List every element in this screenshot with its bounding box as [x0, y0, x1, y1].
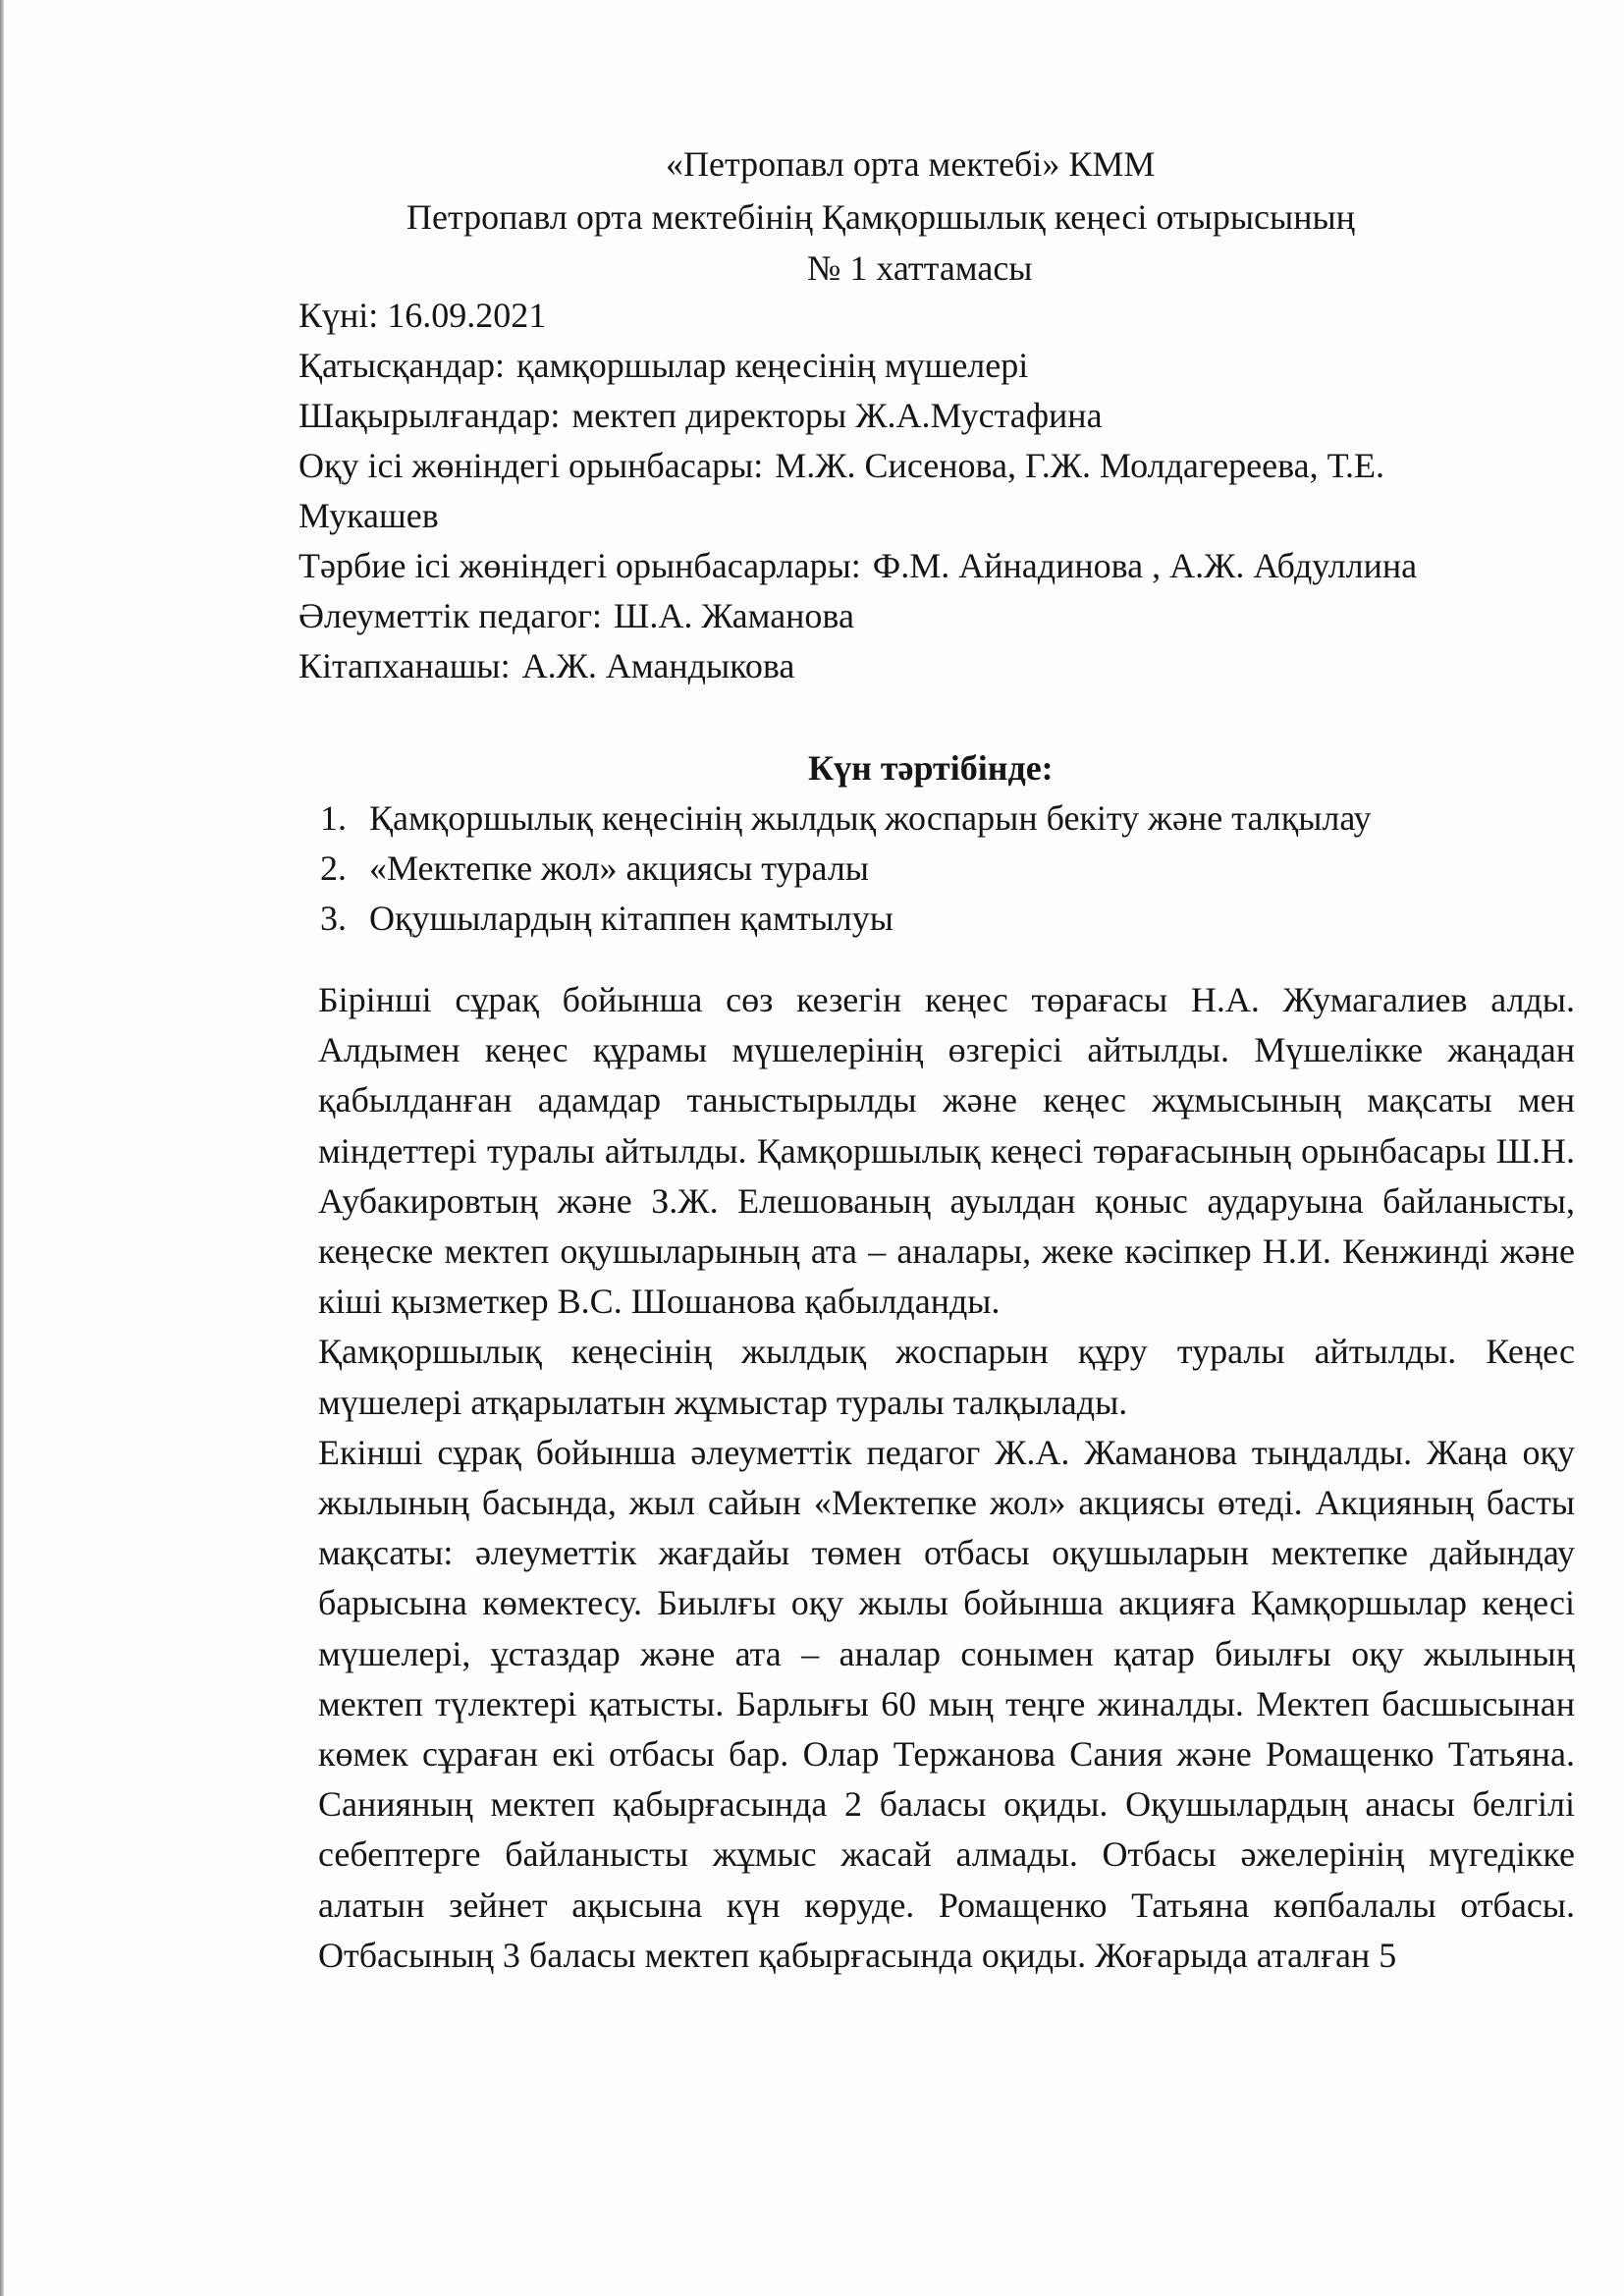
agenda-item-text: «Мектепке жол» акциясы туралы: [369, 848, 869, 888]
deputies-upbringing-value: Ф.М. Айнадинова , А.Ж. Абдуллина: [872, 546, 1418, 585]
agenda-list: [320, 793, 1372, 944]
meeting-date: Күні: 16.09.2021: [298, 296, 547, 335]
scan-edge: [0, 0, 4, 2296]
invited-line: [298, 391, 1585, 441]
agenda-item-number: 1.: [320, 798, 347, 838]
social-teacher-value: Ш.А. Жаманова: [614, 596, 854, 635]
participants-value: қамқоршылар кеңесінің мүшелері: [516, 346, 1029, 385]
deputies-upbringing-label: Тәрбие ісі жөніндегі орынбасарлары:: [298, 546, 861, 585]
agenda-item-text: Оқушылардың кітаппен қамтылуы: [369, 899, 893, 938]
agenda-item-number: 3.: [320, 899, 347, 938]
social-teacher-label: Әлеуметтік педагог:: [298, 596, 602, 635]
librarian-label: Кітапханашы:: [298, 646, 511, 685]
deputies-edu-cont: Мукашев: [298, 496, 439, 535]
deputies-edu-value: М.Ж. Сисенова, Г.Ж. Молдагереева, Т.Е.: [775, 446, 1384, 485]
participants-line: [298, 341, 1585, 391]
header-title: Петропавл орта мектебінің Қамқоршылық кеңесі отырысының: [406, 197, 1355, 237]
meeting-info: [298, 291, 1585, 691]
agenda-item: [320, 894, 1372, 944]
header-number: № 1 хаттамасы: [807, 248, 1033, 288]
header-org: «Петропавл орта мектебі» КММ: [666, 144, 1156, 184]
agenda-item-text: Қамқоршылық кеңесінің жылдық жоспарын бекіту және талқылау: [369, 798, 1372, 838]
paragraph-first-question: Бірінші сұрақ бойынша сөз кезегін кеңес төрағасы Н.А. Жумагалиев алды. Алдымен кеңес құрамы мүшелерінің өзгерісі айтылды. Мүшелікке жаңадан қабылданған адамдар таныстырылды және кеңес жұмысының мақсаты мен міндеттері туралы айтылды. Қамқоршылық кеңесі төрағасының орынбасары Ш.Н. Аубакировтың және З.Ж. Елешованың ауылдан қоныс аударуына байланысты, кеңеске мектеп оқушыларының ата – аналары, жеке кәсіпкер Н.И. Кенжинді және кіші қызметкер В.С. Шошанова қабылданды.: [318, 980, 1575, 1322]
deputies-upbringing-line: [298, 541, 1585, 591]
deputies-edu-label: Оқу ісі жөніндегі орынбасары:: [298, 446, 764, 485]
agenda-item: [320, 844, 1372, 894]
librarian-line: [298, 641, 1585, 691]
participants-label: Қатысқандар:: [298, 346, 505, 385]
paragraph-second-question: Екінші сұрақ бойынша әлеуметтік педагог Ж.А. Жаманова тыңдалды. Жаңа оқу жылының басында, жыл сайын «Мектепке жол» акциясы өтеді. Акцияның басты мақсаты: әлеуметтік жағдайы төмен отбасы оқушыларын мектепке дайындау барысына көмектесу. Биылғы оқу жылы бойынша акцияға Қамқоршылар кеңесі мүшелері, ұстаздар және ата – аналар сонымен қатар биылғы оқу жылының мектеп түлектері қатысты. Барлығы 60 мың теңге жиналды. Мектеп басшысынан көмек сұраған екі отбасы бар. Олар Тержанова Сания және Ромащенко Татьяна. Санияның мектеп қабырғасында 2 баласы оқиды. Оқушылардың анасы белгілі себептерге байланысты жұмыс жасай алмады. Отбасы әжелерінің мүгедікке алатын зейнет ақысына күн көруде. Ромащенко Татьяна көпбалалы отбасы. Отбасының 3 баласы мектеп қабырғасында оқиды. Жоғарыда аталған 5: [318, 1432, 1575, 1975]
deputies-edu-line: [298, 441, 1585, 491]
invited-value: мектеп директоры Ж.А.Мустафина: [571, 396, 1103, 435]
agenda-item-number: 2.: [320, 848, 347, 888]
paragraph-annual-plan: Қамқоршылық кеңесінің жылдық жоспарын құру туралы айтылды. Кеңес мүшелері атқарылатын жұмыстар туралы талқылады.: [318, 1332, 1575, 1422]
agenda-title: Күн тәртібінде:: [808, 748, 1054, 788]
agenda-item: [320, 793, 1372, 844]
librarian-value: А.Ж. Амандыкова: [521, 646, 795, 685]
minutes-body: [318, 975, 1575, 1981]
invited-label: Шақырылғандар:: [298, 396, 561, 435]
social-teacher-line: [298, 591, 1585, 641]
